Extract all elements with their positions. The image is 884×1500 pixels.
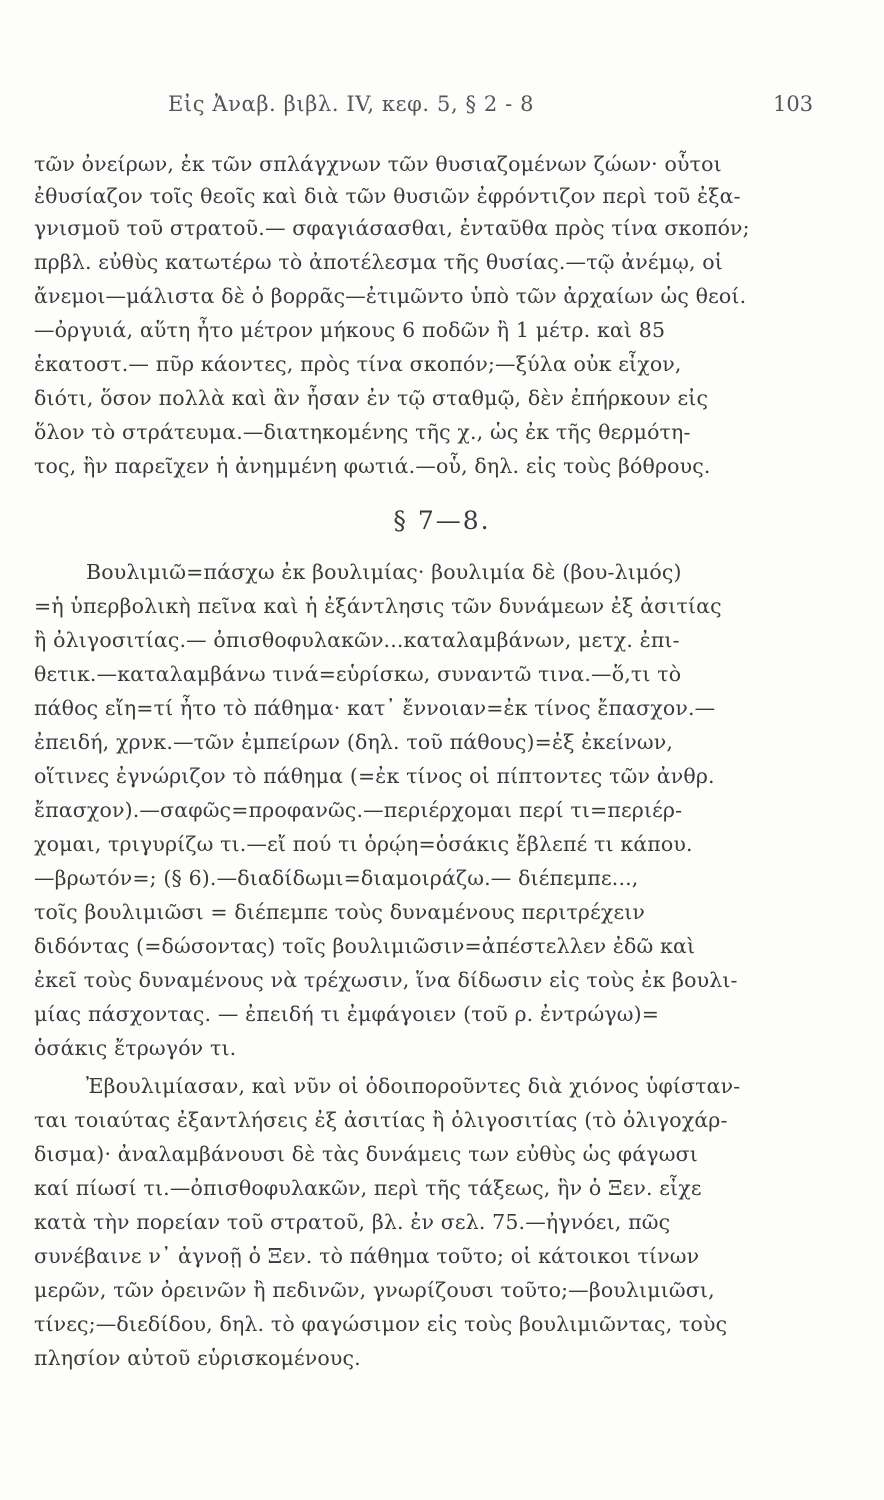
text-line: ἑκατοστ.— πῦρ κάοντες, πρὸς τίνα σκοπόν;—ξύλα οὐκ εἶχον, (34, 352, 682, 376)
text-line: διδόντας (=δώσοντας) τοῖς βουλιμιῶσιν=ἀπέστελλεν ἐδῶ καὶ (34, 934, 696, 958)
text-line: —ὀργυιά, αὕτη ἦτο μέτρον μήκους 6 ποδῶν ἢ 1 μέτρ. καὶ 85 (34, 318, 666, 342)
text-line: πάθος εἴη=τί ἦτο τὸ πάθημα· κατ᾽ ἔννοιαν=ἐκ τίνος ἔπασχον.— (34, 696, 716, 720)
text-line: μερῶν, τῶν ὀρεινῶν ἢ πεδινῶν, γνωρίζουσι τοῦτο;—βουλιμιῶσι, (34, 1278, 715, 1302)
text-line: τῶν ὀνείρων, ἐκ τῶν σπλάγχνων τῶν θυσιαζομένων ζώων· οὗτοι (34, 152, 722, 176)
text-line: οἵτινες ἐγνώριζον τὸ πάθημα (=ἐκ τίνος οἱ πίπτοντες τῶν ἀνθρ. (34, 764, 715, 788)
text-line: δισμα)· ἀναλαμβάνουσι δὲ τὰς δυνάμεις των εὐθὺς ὡς φάγωσι (34, 1142, 698, 1166)
page-header (0, 92, 884, 122)
page-number: 103 (773, 92, 814, 116)
text-line: ἐθυσίαζον τοῖς θεοῖς καὶ διὰ τῶν θυσιῶν ἐφρόντιζον περὶ τοῦ ἐξα- (34, 184, 741, 208)
text-line: μίας πάσχοντας. — ἐπειδή τι ἐμφάγοιεν (τοῦ ρ. ἐντρώγω)= (34, 1002, 660, 1026)
text-line: χομαι, τριγυρίζω τι.—εἴ πού τι ὁρῴη=ὁσάκις ἔβλεπέ τι κάπου. (34, 832, 693, 856)
text-line: γνισμοῦ τοῦ στρατοῦ.— σφαγιάσασθαι, ἐνταῦθα πρὸς τίνα σκοπόν; (34, 216, 750, 240)
text-line: συνέβαινε ν᾽ ἀγνοῇ ὁ Ξεν. τὸ πάθημα τοῦτο; οἱ κάτοικοι τίνων (34, 1244, 700, 1268)
text-line: πρβλ. εὐθὺς κατωτέρω τὸ ἀποτέλεσμα τῆς θυσίας.—τῷ ἀνέμῳ, οἱ (34, 250, 723, 274)
text-line: ἔπασχον).—σαφῶς=προφανῶς.—περιέρχομαι περί τι=περιέρ- (34, 798, 683, 822)
text-line: =ἡ ὑπερβολικὴ πεῖνα καὶ ἡ ἐξάντλησις τῶν δυνάμεων ἐξ ἀσιτίας (34, 594, 722, 618)
text-line: ὁσάκις ἔτρωγόν τι. (34, 1036, 237, 1060)
text-line: ἢ ὀλιγοσιτίας.— ὀπισθοφυλακῶν...καταλαμβάνων, μετχ. ἐπι- (34, 628, 680, 652)
text-line: καί πίωσί τι.—ὀπισθοφυλακῶν, περὶ τῆς τάξεως, ἣν ὁ Ξεν. εἶχε (34, 1176, 702, 1200)
text-line: θετικ.—καταλαμβάνω τινά=εὑρίσκω, συναντῶ τινα.—ὅ,τι τὸ (34, 662, 682, 686)
running-head: Εἰς Ἀναβ. βιβλ. IV, κεφ. 5, § 2 - 8 (168, 92, 535, 116)
text-line: τος, ἣν παρεῖχεν ἡ ἀνημμένη φωτιά.—οὗ, δηλ. εἰς τοὺς βόθρους. (34, 454, 711, 478)
text-line: τοῖς βουλιμιῶσι = διέπεμπε τοὺς δυναμένους περιτρέχειν (34, 900, 646, 924)
text-line: —βρωτόν=; (§ 6).—διαδίδωμι=διαμοιράζω.— διέπεμπε..., (34, 866, 639, 890)
text-line: ὅλον τὸ στράτευμα.—διατηκομένης τῆς χ., ὡς ἐκ τῆς θερμότη- (34, 420, 691, 444)
text-line: ἐπειδή, χρνκ.—τῶν ἐμπείρων (δηλ. τοῦ πάθους)=ἐξ ἐκείνων, (34, 730, 674, 754)
text-line: ἄνεμοι—μάλιστα δὲ ὁ βορρᾶς—ἐτιμῶντο ὑπὸ τῶν ἀρχαίων ὡς θεοί. (34, 284, 747, 308)
text-line: Βουλιμιῶ=πάσχω ἐκ βουλιμίας· βουλιμία δὲ (βου-λιμός) (86, 560, 682, 584)
text-line: διότι, ὅσον πολλὰ καὶ ἂν ἦσαν ἐν τῷ σταθμῷ, δὲν ἐπήρκουν εἰς (34, 386, 709, 410)
section-heading: § 7—8. (393, 506, 491, 535)
text-line: τίνες;—διεδίδου, δηλ. τὸ φαγώσιμον εἰς τοὺς βουλιμιῶντας, τοὺς (34, 1312, 728, 1336)
text-line: κατὰ τὴν πορείαν τοῦ στρατοῦ, βλ. ἐν σελ. 75.—ἠγνόει, πῶς (34, 1210, 671, 1234)
text-line: πλησίον αὐτοῦ εὑρισκομένους. (34, 1346, 361, 1370)
text-line: Ἐβουλιμίασαν, καὶ νῦν οἱ ὁδοιποροῦντες διὰ χιόνος ὑφίσταν- (86, 1074, 741, 1098)
text-line: ται τοιαύτας ἐξαντλήσεις ἐξ ἀσιτίας ἢ ὀλιγοσιτίας (τὸ ὀλιγοχάρ- (34, 1108, 728, 1132)
text-line: ἐκεῖ τοὺς δυναμένους νὰ τρέχωσιν, ἵνα δίδωσιν εἰς τοὺς ἐκ βουλι- (34, 968, 738, 992)
